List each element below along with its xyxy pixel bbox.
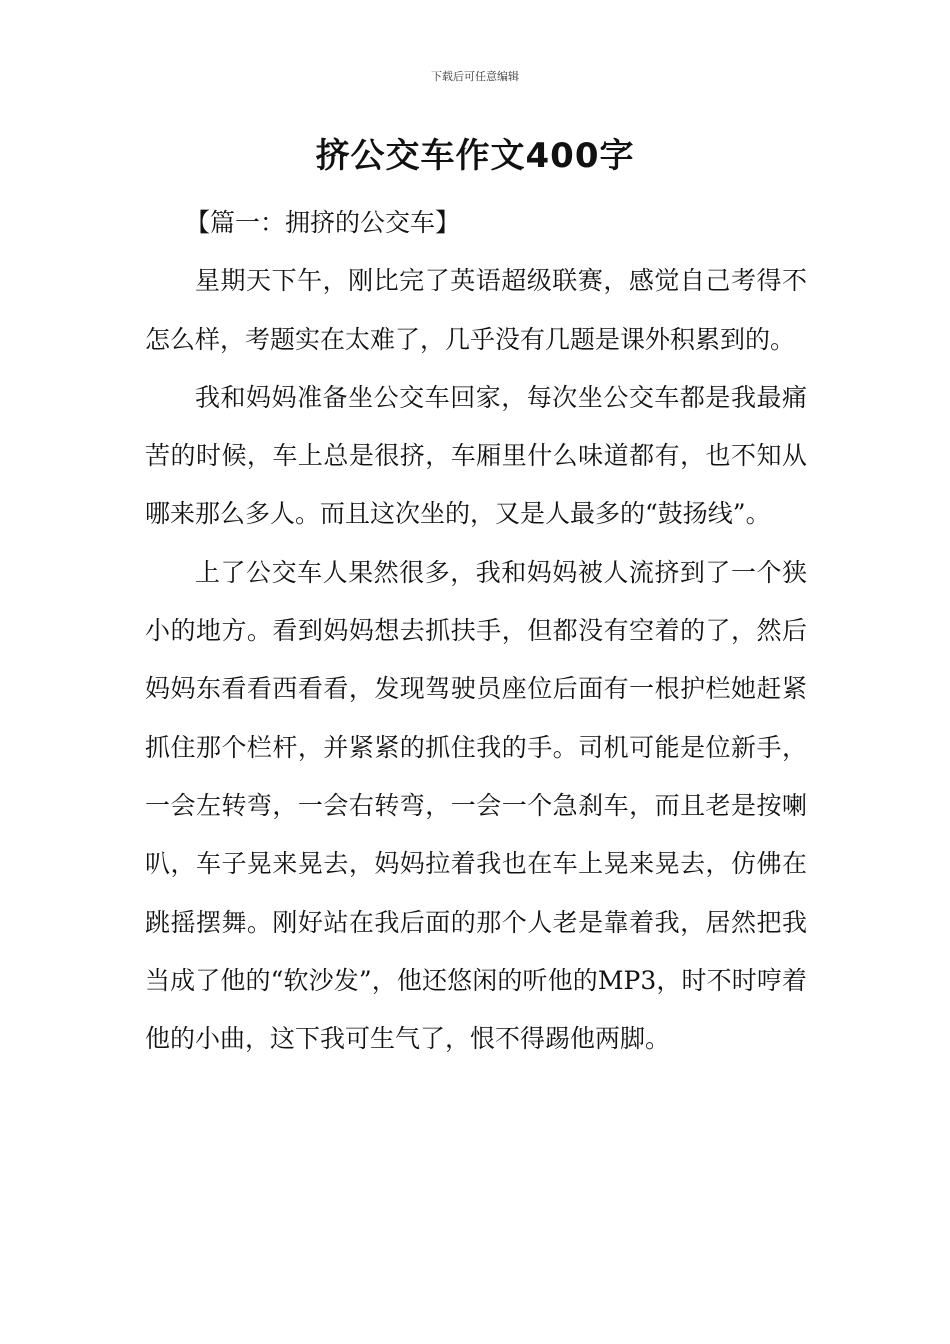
document-title: 挤公交车作文400字 [315,136,635,176]
paragraph: 上了公交车人果然很多，我和妈妈被人流挤到了一个狭小的地方。看到妈妈想去抓扶手，但都没有空着的了，然后妈妈东看看西看看，发现驾驶员座位后面有一根护栏她赶紧抓住那个栏杆，并紧紧的抓住我的手。司机可能是位新手，一会左转弯，一会右转弯，一会一个急刹车，而且老是按喇叭，车子晃来晃去，妈妈拉着我也在车上晃来晃去，仿佛在跳摇摆舞。刚好站在我后面的那个人老是靠着我，居然把我当成了他的“软沙发”，他还悠闲的听他的MP3，时不时哼着他的小曲，这下我可生气了，恨不得踢他两脚。 [145,557,807,1054]
paragraph: 我和妈妈准备坐公交车回家，每次坐公交车都是我最痛苦的时候，车上总是很挤，车厢里什么味道都有，也不知从哪来那么多人。而且这次坐的，又是人最多的“鼓扬线”。 [145,382,807,529]
section-heading: 【篇一：拥挤的公交车】 [185,208,461,237]
header-note: 下载后可任意编辑 [431,70,519,83]
document-body [145,194,807,1068]
paragraph: 星期天下午，刚比完了英语超级联赛，感觉自己考得不怎么样，考题实在太难了，几乎没有几题是课外积累到的。 [145,266,807,354]
